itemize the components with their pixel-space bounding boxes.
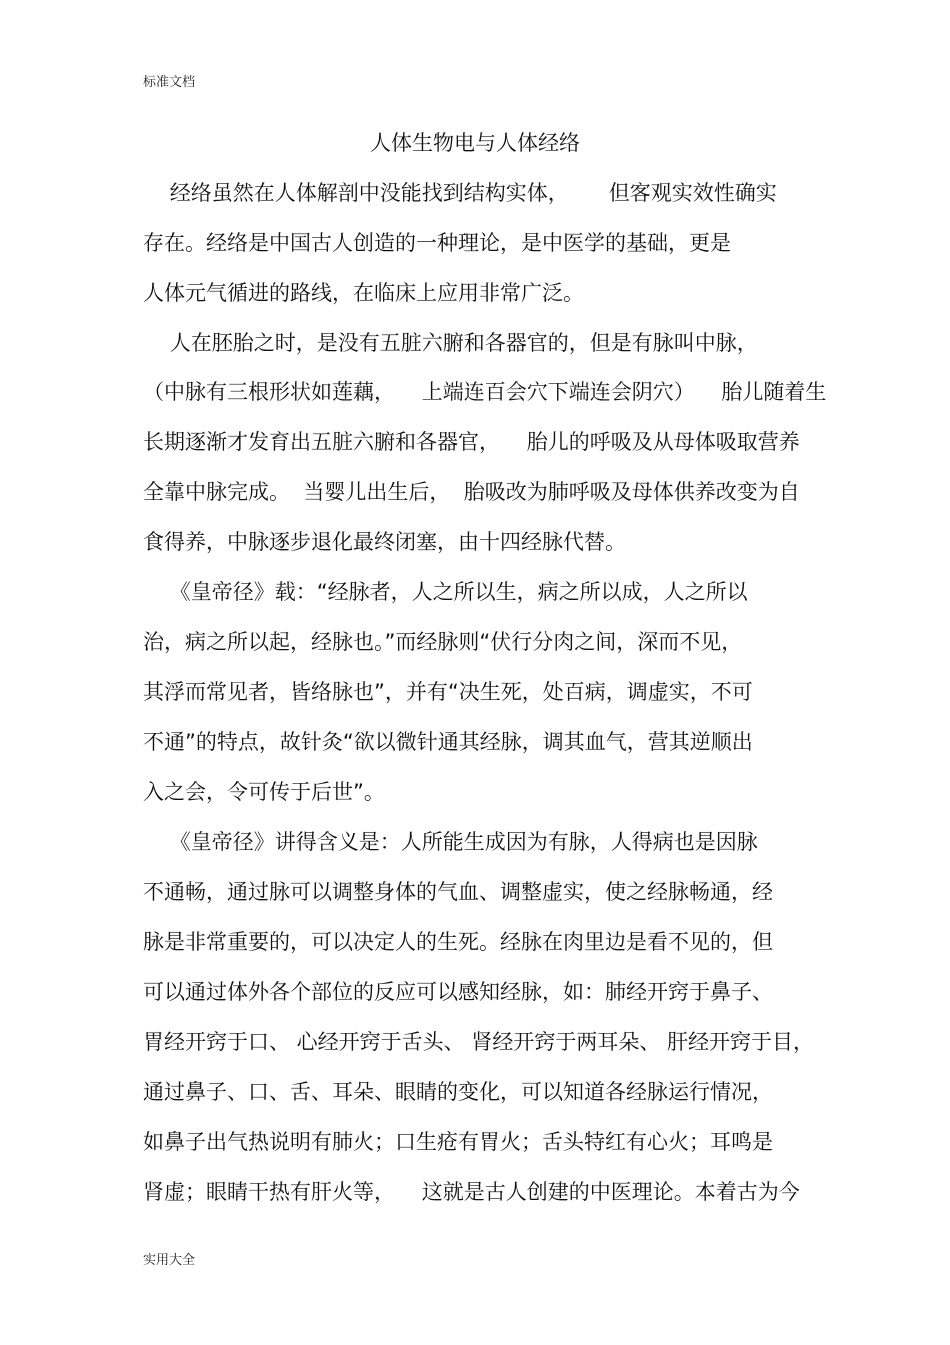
body-text-line: 其浮而常见者，皆络脉也”，并有“决生死，处百病，调虚实，不可 xyxy=(143,680,753,704)
body-text-line: 如鼻子出气热说明有肺火；口生疮有胃火；舌头特红有心火；耳鸣是 xyxy=(143,1130,773,1154)
page-header: 标准文档 xyxy=(143,75,196,90)
body-text-line: 人在胚胎之时，是没有五脏六腑和各器官的，但是有脉叫中脉， xyxy=(143,331,758,355)
body-text-line: （中脉有三根形状如莲藕， 上端连百会穴下端连会阴穴） 胎儿随着生 xyxy=(143,380,827,404)
body-text-line: 存在。经络是中国古人创造的一种理论，是中医学的基础，更是 xyxy=(143,231,731,255)
body-text-line: 不通”的特点，故针灸“欲以微针通其经脉，调其血气，营其逆顺出 xyxy=(143,730,753,754)
body-text-line: 经络虽然在人体解剖中没能找到结构实体， 但客观实效性确实 xyxy=(143,181,777,205)
page-footer: 实用大全 xyxy=(143,1253,196,1268)
body-text-line: 肾虚；眼睛干热有肝火等， 这就是古人创建的中医理论。本着古为今 xyxy=(143,1180,800,1204)
body-text-line: 全靠中脉完成。 当婴儿出生后， 胎吸改为肺呼吸及母体供养改变为自 xyxy=(143,480,800,504)
body-text-line: 《皇帝径》讲得含义是：人所能生成因为有脉，人得病也是因脉 xyxy=(143,830,758,854)
body-text-line: 食得养，中脉逐步退化最终闭塞，由十四经脉代替。 xyxy=(143,530,626,554)
document-title: 人体生物电与人体经络 xyxy=(370,131,580,155)
body-text-line: 入之会，令可传于后世”。 xyxy=(143,780,385,804)
body-text-line: 《皇帝径》载：“经脉者，人之所以生，病之所以成，人之所以 xyxy=(143,580,748,604)
body-text-line: 人体元气循进的路线，在临床上应用非常广泛。 xyxy=(143,281,584,305)
body-text-line: 胃经开窍于口、 心经开窍于舌头、 肾经开窍于两耳朵、 肝经开窍于目， xyxy=(143,1030,815,1054)
body-text-line: 长期逐渐才发育出五脏六腑和各器官， 胎儿的呼吸及从母体吸取营养 xyxy=(143,430,800,454)
body-text-line: 可以通过体外各个部位的反应可以感知经脉，如：肺经开窍于鼻子、 xyxy=(143,980,773,1004)
body-text-line: 不通畅，通过脉可以调整身体的气血、调整虚实，使之经脉畅通，经 xyxy=(143,880,773,904)
body-text-line: 治，病之所以起，经脉也。”而经脉则“伏行分肉之间，深而不见， xyxy=(143,630,743,654)
body-text-line: 脉是非常重要的，可以决定人的生死。经脉在肉里边是看不见的，但 xyxy=(143,930,773,954)
body-text-line: 通过鼻子、口、舌、耳朵、眼睛的变化，可以知道各经脉运行情况， xyxy=(143,1080,773,1104)
